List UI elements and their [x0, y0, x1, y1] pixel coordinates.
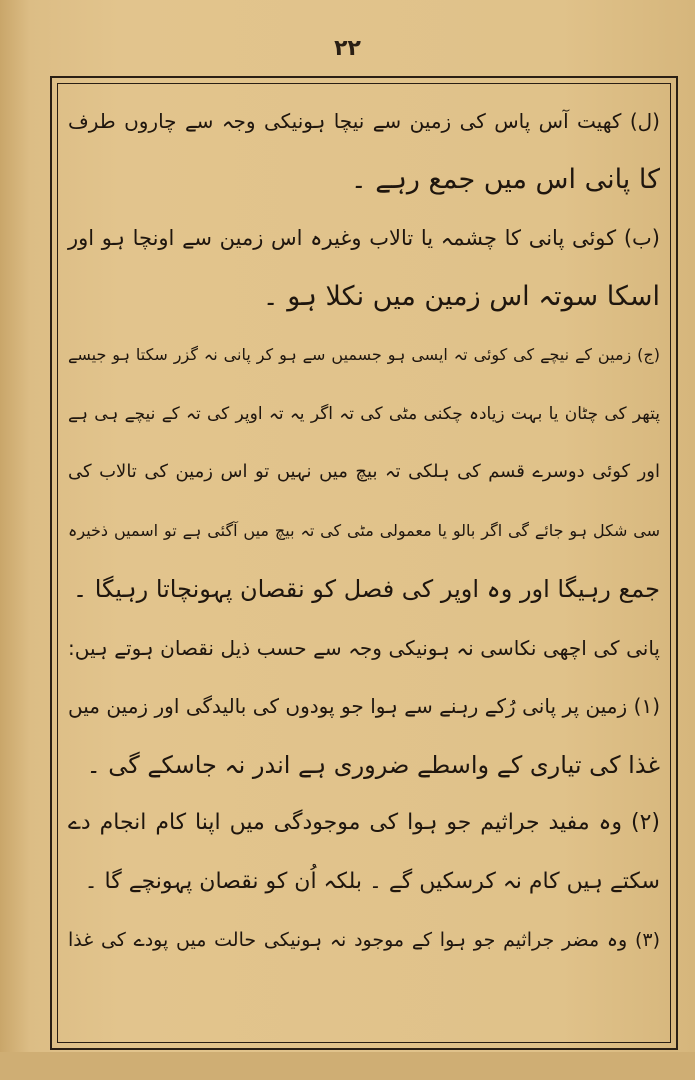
text-line-5: (ج) زمین کے نیچے کی کوئی تہ ایسی ہو جسمیں سے ہو کر پانی نہ گزر سکتا ہو جیسے: [68, 345, 660, 364]
text-line-13: (۲) وہ مفید جراثیم جو ہوا کی موجودگی میں اپنا کام انجام دے: [68, 810, 660, 835]
text-line-15: (۳) وہ مضر جراثیم جو ہوا کے موجود نہ ہونیکی حالت میں پودے کی غذا: [68, 929, 660, 951]
text-line-3: (ب) کوئی پانی کا چشمہ یا تالاب وغیرہ اس زمین سے اونچا ہو اور: [68, 226, 660, 250]
text-line-10: پانی کی اچھی نکاسی نہ ہونیکی وجہ سے حسب ذیل نقصان ہوتے ہیں:: [68, 635, 660, 660]
page-number: ۲۲: [334, 36, 361, 61]
text-line-1: (ل) کھیت آس پاس کی زمین سے نیچا ہونیکی وجہ سے چاروں طرف: [68, 109, 660, 133]
text-line-8: سی شکل ہو جائے گی اگر بالو یا معمولی مٹی کی تہ بیچ میں آگئی ہے تو اسمیں ذخیرہ: [68, 520, 660, 540]
page-bottom-edge: [0, 1052, 695, 1080]
urdu-text-block: [64, 92, 664, 1032]
text-line-9: جمع رہیگا اور وہ اوپر کی فصل کو نقصان پہونچاتا رہیگا ۔: [73, 575, 660, 603]
text-line-11: (۱) زمین پر پانی رُکے رہنے سے ہوا جو پودوں کی بالیدگی اور زمین میں: [68, 694, 660, 718]
text-line-2: کا پانی اس میں جمع رہے ۔: [350, 163, 660, 195]
text-line-6: پتھر کی چٹان یا بہت زیادہ چکنی مٹی کی تہ اگر یہ تہ اوپر کی تہ کے نیچے ہی ہے: [68, 403, 660, 424]
text-line-7: اور کوئی دوسرے قسم کی ہلکی تہ بیچ میں نہیں تو اس زمین کی تالاب کی: [68, 461, 660, 482]
text-line-4: اسکا سوتہ اس زمین میں نکلا ہو ۔: [262, 280, 660, 312]
text-line-14: سکتے ہیں کام نہ کرسکیں گے ۔ بلکہ اُن کو نقصان پہونچے گا ۔: [84, 868, 660, 894]
text-line-12: غذا کی تیاری کے واسطے ضروری ہے اندر نہ جاسکے گی ۔: [86, 750, 660, 779]
